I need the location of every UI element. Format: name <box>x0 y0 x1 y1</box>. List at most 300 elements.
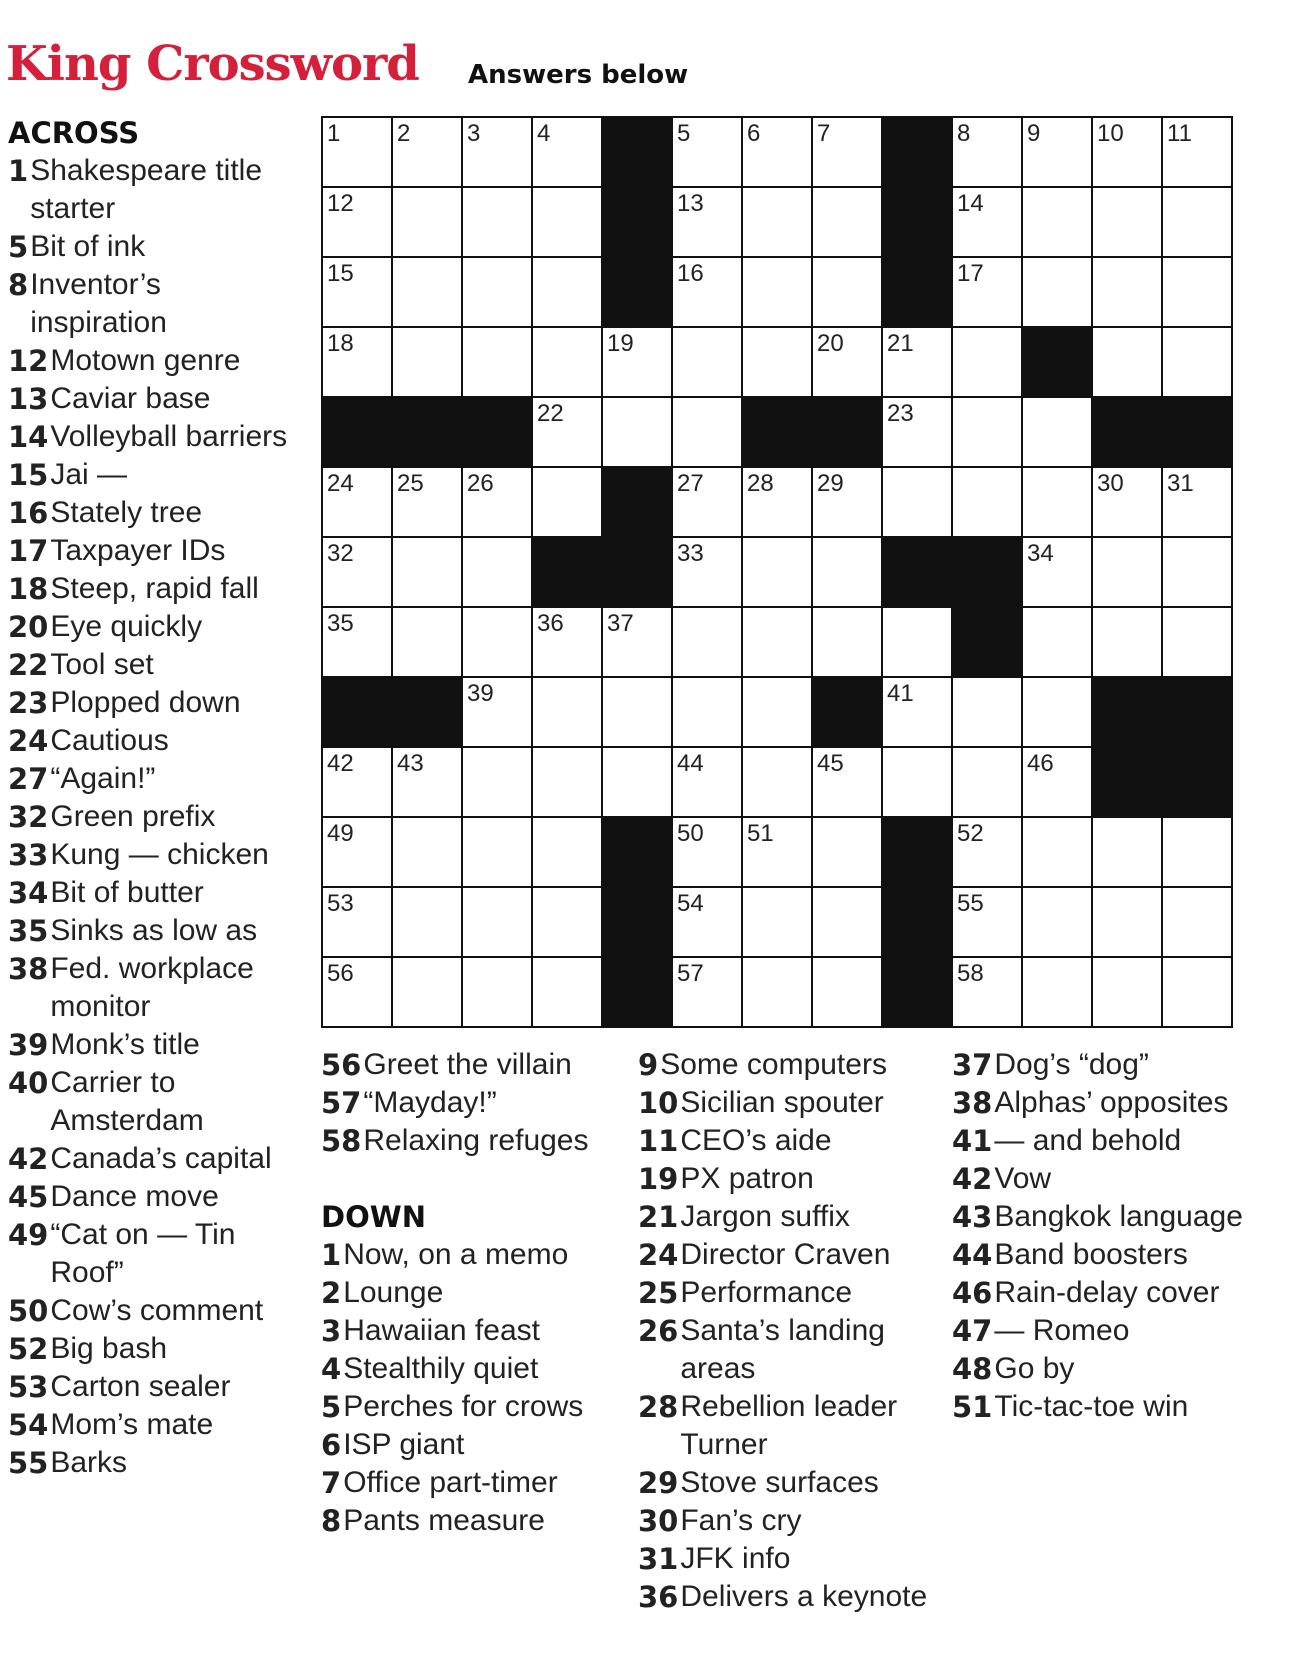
clue-text: Now, on a memo <box>343 1238 569 1271</box>
grid-cell[interactable] <box>813 748 881 816</box>
grid-cell[interactable] <box>463 258 531 326</box>
grid-cell[interactable] <box>673 188 741 256</box>
clue-number: 39 <box>8 1028 49 1062</box>
across-clue <box>8 1064 296 1140</box>
grid-cell[interactable] <box>323 188 391 256</box>
grid-cell[interactable] <box>323 608 391 676</box>
clue-number: 14 <box>8 420 49 454</box>
clue-text: Vow <box>994 1162 1052 1195</box>
black-square <box>603 118 671 186</box>
grid-cell[interactable] <box>393 608 461 676</box>
clue-number: 54 <box>8 1408 49 1442</box>
grid-cell[interactable] <box>953 748 1021 816</box>
across-clue <box>8 912 296 950</box>
black-square <box>603 818 671 886</box>
grid-cell[interactable] <box>533 258 601 326</box>
clue-text: Alphas’ opposites <box>994 1086 1229 1119</box>
grid-cell[interactable] <box>393 258 461 326</box>
grid-cell[interactable] <box>463 958 531 1026</box>
clue-text: Sicilian spouter <box>680 1086 884 1119</box>
grid-cell[interactable] <box>813 258 881 326</box>
clue-number: 22 <box>8 648 49 682</box>
grid-cell[interactable] <box>1093 608 1161 676</box>
grid-cell[interactable] <box>1163 538 1231 606</box>
grid-cell[interactable] <box>883 468 951 536</box>
clue-number: 57 <box>321 1086 362 1120</box>
grid-cell[interactable] <box>883 398 951 466</box>
clue-number: 37 <box>952 1048 993 1082</box>
clue-number: 42 <box>8 1142 49 1176</box>
grid-cell[interactable] <box>743 118 811 186</box>
grid-cell[interactable] <box>323 118 391 186</box>
cell-number: 43 <box>397 750 424 777</box>
clue-number: 38 <box>8 952 49 986</box>
grid-cell[interactable] <box>673 398 741 466</box>
grid-cell[interactable] <box>813 118 881 186</box>
grid-cell[interactable] <box>1093 818 1161 886</box>
grid-cell[interactable] <box>603 328 671 396</box>
down-clue <box>952 1312 1252 1350</box>
clue-number: 27 <box>8 762 49 796</box>
black-square <box>323 398 391 466</box>
grid-cell[interactable] <box>1093 188 1161 256</box>
grid-cell[interactable] <box>883 608 951 676</box>
clue-number: 10 <box>638 1086 679 1120</box>
cell-number: 31 <box>1167 470 1194 497</box>
clue-number: 38 <box>952 1086 993 1120</box>
grid-cell[interactable] <box>463 608 531 676</box>
across-clue <box>8 1368 296 1406</box>
clue-text: Cow’s comment <box>50 1294 264 1327</box>
grid-cell[interactable] <box>953 188 1021 256</box>
clue-text: Dog’s “dog” <box>994 1048 1149 1081</box>
grid-cell[interactable] <box>953 398 1021 466</box>
grid-cell[interactable] <box>463 888 531 956</box>
down-heading: DOWN <box>321 1200 426 1234</box>
grid-cell[interactable] <box>1093 258 1161 326</box>
grid-cell[interactable] <box>743 258 811 326</box>
clue-number: 3 <box>321 1314 342 1348</box>
clue-number: 1 <box>8 154 29 188</box>
black-square <box>603 958 671 1026</box>
down-clue <box>952 1350 1252 1388</box>
grid-cell[interactable] <box>393 468 461 536</box>
clue-text: Lounge <box>343 1276 444 1309</box>
grid-cell[interactable] <box>953 958 1021 1026</box>
clue-text: ISP giant <box>343 1428 465 1461</box>
cell-number: 18 <box>327 330 354 357</box>
grid-cell[interactable] <box>883 748 951 816</box>
cell-number: 21 <box>887 330 914 357</box>
cell-number: 12 <box>327 190 354 217</box>
down-clue <box>952 1046 1252 1084</box>
grid-cell[interactable] <box>813 958 881 1026</box>
grid-cell[interactable] <box>953 678 1021 746</box>
grid-cell[interactable] <box>953 258 1021 326</box>
clue-text: Some computers <box>660 1048 887 1081</box>
clue-text: Stove surfaces <box>680 1466 879 1499</box>
cell-number: 20 <box>817 330 844 357</box>
grid-cell[interactable] <box>463 328 531 396</box>
cell-number: 4 <box>537 120 551 147</box>
grid-cell[interactable] <box>323 538 391 606</box>
cell-number: 17 <box>957 260 984 287</box>
clue-text: Jai — <box>50 458 128 491</box>
grid-cell[interactable] <box>463 188 531 256</box>
down-clue <box>638 1274 938 1312</box>
grid-cell[interactable] <box>1093 538 1161 606</box>
across-clue <box>321 1084 621 1122</box>
across-clue <box>8 342 296 380</box>
clue-number: 8 <box>8 268 29 302</box>
grid-cell[interactable] <box>673 258 741 326</box>
clue-number: 26 <box>638 1314 679 1348</box>
across-clue <box>8 836 296 874</box>
grid-cell[interactable] <box>1093 468 1161 536</box>
across-clue <box>8 1216 296 1292</box>
across-clue <box>8 798 296 836</box>
grid-cell[interactable] <box>463 118 531 186</box>
cell-number: 15 <box>327 260 354 287</box>
grid-cell[interactable] <box>1093 888 1161 956</box>
clue-number: 9 <box>638 1048 659 1082</box>
grid-cell[interactable] <box>1163 188 1231 256</box>
grid-cell[interactable] <box>1023 608 1091 676</box>
grid-cell[interactable] <box>533 888 601 956</box>
across-clue <box>8 1140 296 1178</box>
grid-cell[interactable] <box>813 818 881 886</box>
clue-number: 55 <box>8 1446 49 1480</box>
black-square <box>1093 398 1161 466</box>
cell-number: 10 <box>1097 120 1124 147</box>
grid-cell[interactable] <box>533 748 601 816</box>
cell-number: 46 <box>1027 750 1054 777</box>
across-heading: ACROSS <box>8 116 140 150</box>
grid-cell[interactable] <box>1023 118 1091 186</box>
grid-cell[interactable] <box>743 748 811 816</box>
clue-number: 31 <box>638 1542 679 1576</box>
grid-cell[interactable] <box>953 118 1021 186</box>
clue-text: Fed. workplace monitor <box>50 952 254 1023</box>
grid-cell[interactable] <box>1163 118 1231 186</box>
grid-cell[interactable] <box>393 748 461 816</box>
cell-number: 5 <box>677 120 691 147</box>
grid-cell[interactable] <box>1093 328 1161 396</box>
grid-cell[interactable] <box>603 398 671 466</box>
clue-text: JFK info <box>680 1542 791 1575</box>
down-clues-column-4 <box>952 1046 1252 1426</box>
grid-cell[interactable] <box>323 888 391 956</box>
clue-number: 18 <box>8 572 49 606</box>
clue-text: Kung — chicken <box>50 838 269 871</box>
down-clues-column-3 <box>638 1046 938 1616</box>
grid-cell[interactable] <box>743 538 811 606</box>
grid-cell[interactable] <box>953 888 1021 956</box>
black-square <box>323 678 391 746</box>
cell-number: 49 <box>327 820 354 847</box>
grid-cell[interactable] <box>533 958 601 1026</box>
grid-cell[interactable] <box>533 608 601 676</box>
clue-number: 15 <box>8 458 49 492</box>
grid-cell[interactable] <box>393 818 461 886</box>
grid-cell[interactable] <box>603 748 671 816</box>
down-clue <box>638 1388 938 1464</box>
down-clue <box>321 1236 621 1274</box>
grid-cell[interactable] <box>323 958 391 1026</box>
clue-number: 52 <box>8 1332 49 1366</box>
cell-number: 2 <box>397 120 411 147</box>
grid-cell[interactable] <box>1163 608 1231 676</box>
grid-cell[interactable] <box>883 678 951 746</box>
clue-text: Volleyball barriers <box>50 420 288 453</box>
across-clue <box>8 1292 296 1330</box>
clue-number: 23 <box>8 686 49 720</box>
grid-cell[interactable] <box>883 328 951 396</box>
clue-number: 42 <box>952 1162 993 1196</box>
grid-cell[interactable] <box>463 818 531 886</box>
clue-text: Go by <box>994 1352 1075 1385</box>
clue-text: Canada’s capital <box>50 1142 272 1175</box>
clue-number: 47 <box>952 1314 993 1348</box>
across-clues-column <box>8 114 296 1482</box>
grid-cell[interactable] <box>953 468 1021 536</box>
grid-cell[interactable] <box>953 818 1021 886</box>
grid-cell[interactable] <box>1023 818 1091 886</box>
grid-cell[interactable] <box>1023 398 1091 466</box>
down-clue <box>638 1502 938 1540</box>
cell-number: 1 <box>327 120 341 147</box>
cell-number: 55 <box>957 890 984 917</box>
clue-number: 45 <box>8 1180 49 1214</box>
clue-number: 1 <box>321 1238 342 1272</box>
grid-cell[interactable] <box>393 538 461 606</box>
clue-number: 4 <box>321 1352 342 1386</box>
clue-text: Fan’s cry <box>680 1504 802 1537</box>
clue-text: Plopped down <box>50 686 241 719</box>
grid-cell[interactable] <box>673 818 741 886</box>
cell-number: 30 <box>1097 470 1124 497</box>
grid-cell[interactable] <box>323 258 391 326</box>
grid-cell[interactable] <box>743 958 811 1026</box>
cell-number: 57 <box>677 960 704 987</box>
across-clue <box>8 950 296 1026</box>
grid-cell[interactable] <box>743 328 811 396</box>
cell-number: 11 <box>1167 120 1192 147</box>
black-square <box>883 538 951 606</box>
black-square <box>393 678 461 746</box>
grid-cell[interactable] <box>1163 258 1231 326</box>
clue-text: Perches for crows <box>343 1390 584 1423</box>
black-square <box>883 188 951 256</box>
grid-cell[interactable] <box>673 748 741 816</box>
across-clue <box>8 494 296 532</box>
clue-text: Hawaiian feast <box>343 1314 540 1347</box>
grid-cell[interactable] <box>813 328 881 396</box>
clue-text: Sinks as low as <box>50 914 258 947</box>
clue-text: Band boosters <box>994 1238 1188 1271</box>
cell-number: 41 <box>887 680 914 707</box>
grid-cell[interactable] <box>1163 468 1231 536</box>
across-clue <box>8 228 296 266</box>
cell-number: 39 <box>467 680 494 707</box>
clue-number: 44 <box>952 1238 993 1272</box>
grid-cell[interactable] <box>533 818 601 886</box>
clue-text: “Again!” <box>50 762 156 795</box>
grid-cell[interactable] <box>533 118 601 186</box>
black-square <box>603 888 671 956</box>
clue-text: Big bash <box>50 1332 168 1365</box>
cell-number: 7 <box>817 120 831 147</box>
clue-text: Bit of butter <box>50 876 204 909</box>
grid-cell[interactable] <box>1163 328 1231 396</box>
cell-number: 45 <box>817 750 844 777</box>
grid-cell[interactable] <box>813 608 881 676</box>
grid-cell[interactable] <box>1023 538 1091 606</box>
cell-number: 13 <box>677 190 704 217</box>
across-clue <box>8 722 296 760</box>
clue-number: 13 <box>8 382 49 416</box>
grid-cell[interactable] <box>673 958 741 1026</box>
grid-cell[interactable] <box>1163 818 1231 886</box>
down-clue <box>321 1312 621 1350</box>
grid-cell[interactable] <box>1023 958 1091 1026</box>
clue-text: Taxpayer IDs <box>50 534 226 567</box>
grid-cell[interactable] <box>533 328 601 396</box>
grid-cell[interactable] <box>813 188 881 256</box>
cell-number: 28 <box>747 470 774 497</box>
grid-cell[interactable] <box>813 538 881 606</box>
answers-note: Answers below <box>468 60 689 90</box>
grid-cell[interactable] <box>1023 258 1091 326</box>
cell-number: 34 <box>1027 540 1054 567</box>
grid-cell[interactable] <box>813 888 881 956</box>
cell-number: 32 <box>327 540 354 567</box>
grid-cell[interactable] <box>743 608 811 676</box>
grid-cell[interactable] <box>463 748 531 816</box>
clue-text: Tool set <box>50 648 154 681</box>
grid-cell[interactable] <box>323 328 391 396</box>
across-clue <box>8 418 296 456</box>
grid-cell[interactable] <box>603 678 671 746</box>
grid-cell[interactable] <box>1023 888 1091 956</box>
grid-cell[interactable] <box>533 398 601 466</box>
grid-cell[interactable] <box>393 188 461 256</box>
across-clue <box>8 760 296 798</box>
grid-cell[interactable] <box>603 608 671 676</box>
grid-cell[interactable] <box>1093 118 1161 186</box>
black-square <box>883 118 951 186</box>
grid-cell[interactable] <box>393 328 461 396</box>
clue-text: — Romeo <box>994 1314 1130 1347</box>
clue-number: 20 <box>8 610 49 644</box>
grid-cell[interactable] <box>743 468 811 536</box>
grid-cell[interactable] <box>1163 958 1231 1026</box>
clue-number: 53 <box>8 1370 49 1404</box>
grid-cell[interactable] <box>323 818 391 886</box>
down-clue <box>638 1464 938 1502</box>
clue-text: Tic-tac-toe win <box>994 1390 1189 1423</box>
grid-cell[interactable] <box>673 608 741 676</box>
clue-text: Inventor’s inspiration <box>30 268 167 339</box>
grid-cell[interactable] <box>533 678 601 746</box>
grid-cell[interactable] <box>1093 958 1161 1026</box>
grid-cell[interactable] <box>1023 678 1091 746</box>
down-clue <box>638 1312 938 1388</box>
clue-text: Eye quickly <box>50 610 203 643</box>
grid-cell[interactable] <box>953 328 1021 396</box>
black-square <box>953 538 1021 606</box>
grid-cell[interactable] <box>743 888 811 956</box>
grid-cell[interactable] <box>533 468 601 536</box>
clue-number: 32 <box>8 800 49 834</box>
across-clue <box>8 1330 296 1368</box>
across-clue <box>8 608 296 646</box>
grid-cell[interactable] <box>673 328 741 396</box>
clue-text: Rain-delay cover <box>994 1276 1220 1309</box>
grid-cell[interactable] <box>743 818 811 886</box>
grid-cell[interactable] <box>1163 888 1231 956</box>
grid-cell[interactable] <box>393 888 461 956</box>
grid-cell[interactable] <box>1023 748 1091 816</box>
black-square <box>883 888 951 956</box>
clue-number: 48 <box>952 1352 993 1386</box>
clue-text: Greet the villain <box>363 1048 572 1081</box>
grid-cell[interactable] <box>1023 188 1091 256</box>
clue-text: Jargon suffix <box>680 1200 850 1233</box>
clue-number: 56 <box>321 1048 362 1082</box>
across-clue <box>8 266 296 342</box>
across-clue <box>8 152 296 228</box>
cell-number: 44 <box>677 750 704 777</box>
grid-cell[interactable] <box>673 118 741 186</box>
clue-text: Bit of ink <box>30 230 146 263</box>
grid-cell[interactable] <box>463 538 531 606</box>
down-clue <box>952 1274 1252 1312</box>
down-clue <box>321 1464 621 1502</box>
grid-cell[interactable] <box>463 468 531 536</box>
grid-cell[interactable] <box>393 958 461 1026</box>
down-clue <box>952 1198 1252 1236</box>
clue-text: Relaxing refuges <box>363 1124 589 1157</box>
down-clue <box>321 1274 621 1312</box>
across-clue <box>8 532 296 570</box>
clue-text: Cautious <box>50 724 169 757</box>
black-square <box>883 818 951 886</box>
grid-cell[interactable] <box>463 678 531 746</box>
clue-number: 36 <box>638 1580 679 1614</box>
grid-cell[interactable] <box>813 468 881 536</box>
grid-cell[interactable] <box>673 538 741 606</box>
grid-cell[interactable] <box>393 118 461 186</box>
grid-cell[interactable] <box>1023 468 1091 536</box>
grid-cell[interactable] <box>743 188 811 256</box>
cell-number: 58 <box>957 960 984 987</box>
clue-text: — and behold <box>994 1124 1182 1157</box>
clue-number: 2 <box>321 1276 342 1310</box>
page-title: King Crossword <box>6 36 419 92</box>
grid-cell[interactable] <box>323 748 391 816</box>
grid-cell[interactable] <box>533 188 601 256</box>
grid-cell[interactable] <box>673 468 741 536</box>
down-clue <box>638 1046 938 1084</box>
grid-cell[interactable] <box>673 888 741 956</box>
cell-number: 9 <box>1027 120 1041 147</box>
clue-number: 43 <box>952 1200 993 1234</box>
down-clue <box>952 1388 1252 1426</box>
grid-cell[interactable] <box>323 468 391 536</box>
grid-cell[interactable] <box>673 678 741 746</box>
grid-cell[interactable] <box>743 678 811 746</box>
